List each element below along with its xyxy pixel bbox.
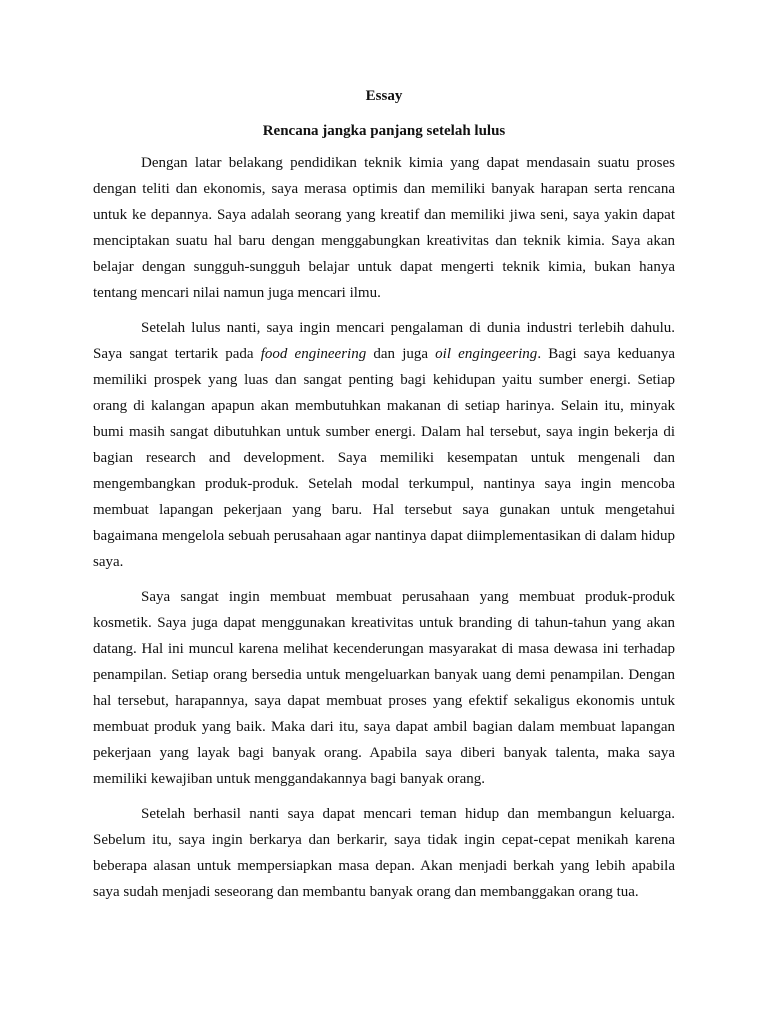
document-page: [93, 86, 675, 914]
paragraph-1: Dengan latar belakang pendidikan teknik kimia yang dapat mendasain suatu proses dengan teliti dan ekonomis, saya merasa optimis dan memiliki banyak harapan serta rencana untuk ke depannya. Saya adalah seorang yang kreatif dan memiliki jiwa seni, saya yakin dapat menciptakan suatu hal baru dengan menggabungkan kreativitas dan teknik kimia. Saya akan belajar dengan sungguh-sungguh belajar untuk dapat mengerti teknik kimia, bukan hanya tentang mencari nilai namun juga mencari ilmu.: [93, 155, 675, 301]
paragraph-2: [93, 315, 675, 575]
essay-title: Essay: [365, 88, 403, 104]
paragraph-2-text-b: dan juga: [366, 346, 436, 362]
paragraph-2-text-c: . Bagi saya keduanya memiliki prospek yang luas dan sangat penting bagi kehidupan yaitu sumber energi. Setiap orang di kalangan apapun akan membutuhkan makanan di setiap harinya. Selain itu, minyak bumi masih sangat dibutuhkan untuk sumber energi. Dalam hal tersebut, saya ingin bekerja di bagian research and development. Saya memiliki kesempatan untuk mengenali dan mengembangkan produk-produk. Setelah modal terkumpul, nantinya saya ingin mencoba membuat lapangan pekerjaan yang baru. Hal tersebut saya gunakan untuk mengetahui bagaimana mengelola sebuah perusahaan agar nantinya dapat diimplementasikan di dalam hidup saya.: [93, 346, 675, 570]
food-engineering-term: food engineering: [260, 346, 367, 362]
oil-engineering-term: oil engingeering: [435, 346, 538, 362]
paragraph-3: Saya sangat ingin membuat membuat perusahaan yang membuat produk-produk kosmetik. Saya juga dapat menggunakan kreativitas untuk branding di tahun-tahun yang akan datang. Hal ini muncul karena melihat kecenderungan masyarakat di masa dewasa ini terhadap penampilan. Setiap orang bersedia untuk mengeluarkan banyak uang demi penampilan. Dengan hal tersebut, harapannya, saya dapat membuat proses yang efektif sekaligus ekonomis untuk membuat produk yang baik. Maka dari itu, saya dapat ambil bagian dalam membuat lapangan pekerjaan yang layak bagi banyak orang. Apabila saya diberi banyak talenta, maka saya memiliki kewajiban untuk menggandakannya bagi banyak orang.: [93, 589, 675, 787]
paragraph-4: Setelah berhasil nanti saya dapat mencari teman hidup dan membangun keluarga. Sebelum itu, saya ingin berkarya dan berkarir, saya tidak ingin cepat-cepat menikah karena beberapa alasan untuk mempersiapkan masa depan. Akan menjadi berkah yang lebih apabila saya sudah menjadi seseorang dan membantu banyak orang dan membanggakan orang tua.: [93, 806, 675, 900]
paragraph-2-text-a: Setelah lulus nanti, saya ingin mencari pengalaman di dunia industri terlebih dahulu. Saya sangat tertarik pada: [93, 320, 675, 362]
essay-subtitle: Rencana jangka panjang setelah lulus: [262, 123, 506, 139]
